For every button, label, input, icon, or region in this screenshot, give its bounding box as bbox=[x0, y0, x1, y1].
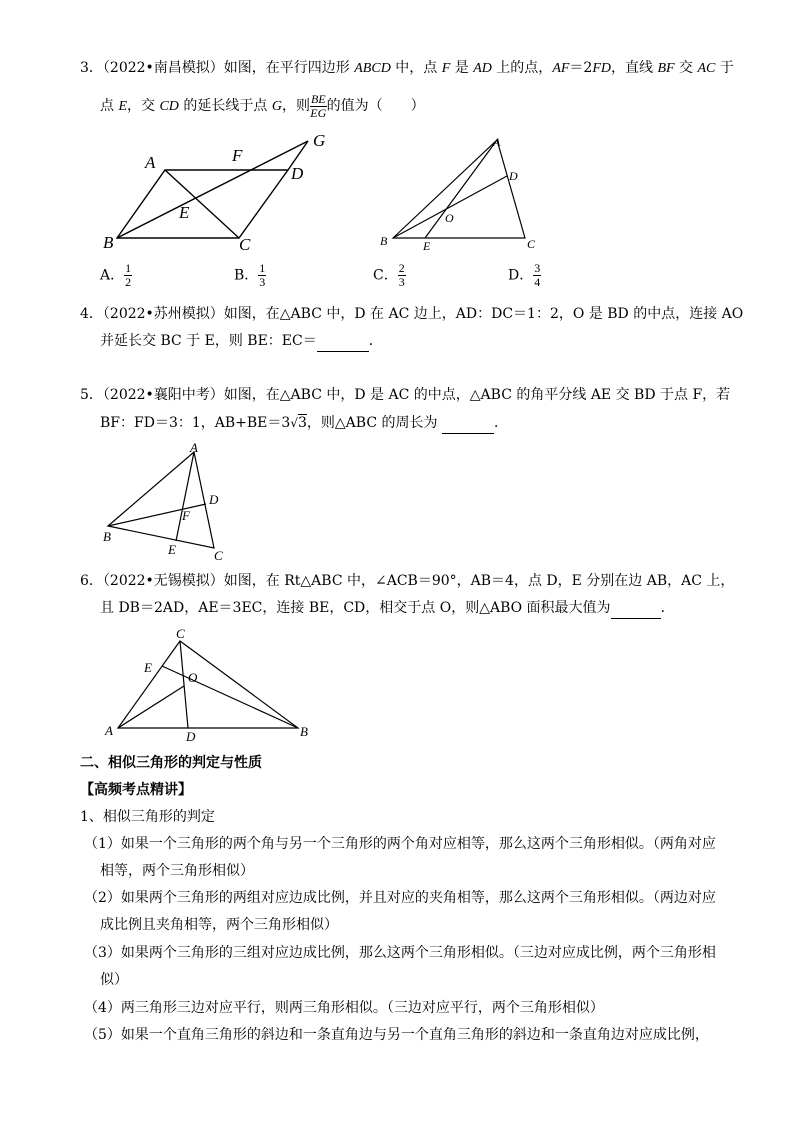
label-E: E bbox=[168, 542, 176, 557]
criterion-3-line1: （3）如果两个三角形的三组对应边成比例，那么这两个三角形相似。（三边对应成比例，两个三角形相 bbox=[84, 945, 716, 961]
label-E: E bbox=[179, 203, 190, 222]
q4-answer-blank[interactable] bbox=[317, 331, 369, 352]
criterion-1-line1: （1）如果一个三角形的两个角与另一个三角形的两个角对应相等，那么这两个三角形相似。（两角对应 bbox=[84, 836, 716, 852]
label-B: B bbox=[103, 529, 111, 544]
label-C: C bbox=[527, 237, 536, 251]
criterion-4-line1: （4）两三角形三边对应平行，则两三角形相似。（三边对应平行，两个三角形相似） bbox=[84, 1000, 604, 1016]
label-D: D bbox=[509, 169, 518, 183]
criterion-2-line1: （2）如果两个三角形的两组对应边成比例，并且对应的夹角相等，那么这两个三角形相似。（两边对应 bbox=[84, 890, 716, 906]
q4-line1: 4．（2022•苏州模拟）如图，在△ABC 中，D 在 AC 边上，AD：DC＝1：2，O 是 BD 的中点，连接 AO bbox=[80, 306, 744, 322]
q3-option-b[interactable]: B． $\frac{1}{3}$ bbox=[234, 261, 266, 289]
criterion-3-line2: 似） bbox=[100, 972, 128, 988]
q4-line2: 并延长交 BC 于 E，则 BE：EC＝ ． bbox=[100, 331, 383, 352]
criterion-2-line2: 成比例且夹角相等，两个三角形相似） bbox=[100, 917, 338, 933]
label-E: E bbox=[144, 660, 152, 675]
label-G: G bbox=[313, 131, 326, 150]
diagonal-ac bbox=[165, 170, 239, 238]
line-ao bbox=[118, 686, 184, 728]
label-F: F bbox=[182, 508, 190, 523]
line-bd bbox=[393, 176, 507, 238]
q6-line1: 6．（2022•无锡模拟）如图，在 Rt△ABC 中，∠ACB＝90°，AB＝4，点 D，E 分别在边 AB，AC 上， bbox=[80, 573, 735, 589]
label-B: B bbox=[103, 233, 114, 252]
label-A: A bbox=[145, 153, 156, 172]
triangle-abc bbox=[108, 452, 214, 548]
line-bd bbox=[108, 504, 206, 526]
q6-answer-blank[interactable] bbox=[611, 598, 661, 619]
label-D: D bbox=[186, 729, 196, 744]
label-C: C bbox=[176, 626, 185, 641]
item-1-title: 1、相似三角形的判定 bbox=[80, 809, 215, 825]
q3-option-a[interactable]: A． $\frac{1}{2}$ bbox=[100, 261, 132, 289]
line-cd bbox=[180, 641, 188, 728]
q5-line1: 5．（2022•襄阳中考）如图，在△ABC 中，D 是 AC 的中点，△ABC 的角平分线 AE 交 BD 于点 F，若 bbox=[80, 387, 731, 403]
section-subheading: 【高频考点精讲】 bbox=[80, 782, 192, 798]
label-B: B bbox=[300, 724, 308, 739]
line-ae bbox=[425, 140, 497, 238]
sqrt-symbol: √ bbox=[290, 416, 298, 430]
q3-option-c[interactable]: C． $\frac{2}{3}$ bbox=[373, 261, 405, 289]
label-O: O bbox=[188, 670, 198, 685]
q5-line2: BF：FD＝3：1，AB+BE＝3√3，则△ABC 的周长为 ． bbox=[100, 413, 508, 434]
triangle-abc bbox=[118, 641, 298, 728]
label-A: A bbox=[105, 723, 113, 738]
be-over-eg-fraction: $\frac{BE}{EG}$ bbox=[310, 91, 327, 120]
label-D: D bbox=[291, 164, 304, 183]
label-C: C bbox=[214, 548, 223, 563]
q6-figure-right-triangle bbox=[100, 624, 320, 746]
q3-figure-parallelogram bbox=[95, 128, 345, 253]
label-A: A bbox=[190, 440, 198, 455]
triangle-abc bbox=[393, 140, 525, 238]
q3-line2: 点 E，交 CD 的延长线于点 G，则 $\frac{BE}{EG}$ 的值为（ ） bbox=[100, 91, 425, 120]
label-D: D bbox=[209, 492, 219, 507]
q3-option-d[interactable]: D． $\frac{3}{4}$ bbox=[508, 261, 541, 289]
label-F: F bbox=[232, 146, 243, 165]
line-be bbox=[162, 666, 298, 728]
criterion-5-line1: （5）如果一个直角三角形的斜边和一条直角边与另一个直角三角形的斜边和一条直角边对应成比例， bbox=[84, 1027, 709, 1043]
label-C: C bbox=[239, 235, 251, 253]
section-heading: 二、相似三角形的判定与性质 bbox=[80, 755, 262, 771]
label-A: A bbox=[493, 135, 501, 149]
label-O: O bbox=[445, 211, 454, 225]
q3-figure-triangle bbox=[375, 130, 555, 255]
q6-line2: 且 DB＝2AD，AE＝3EC，连接 BE，CD，相交于点 O，则△ABO 面积最大值为 ． bbox=[100, 598, 675, 619]
q5-answer-blank[interactable] bbox=[442, 413, 494, 434]
criterion-1-line2: 相等，两个三角形相似） bbox=[100, 863, 254, 879]
label-E: E bbox=[423, 239, 431, 253]
label-B: B bbox=[380, 234, 388, 248]
q3-line1: 3．（2022•南昌模拟）如图，在平行四边形 ABCD 中，点 F 是 AD 上的点，AF＝2FD，直线 BF 交 AC 于 bbox=[80, 60, 734, 76]
q5-figure-triangle bbox=[98, 438, 238, 566]
